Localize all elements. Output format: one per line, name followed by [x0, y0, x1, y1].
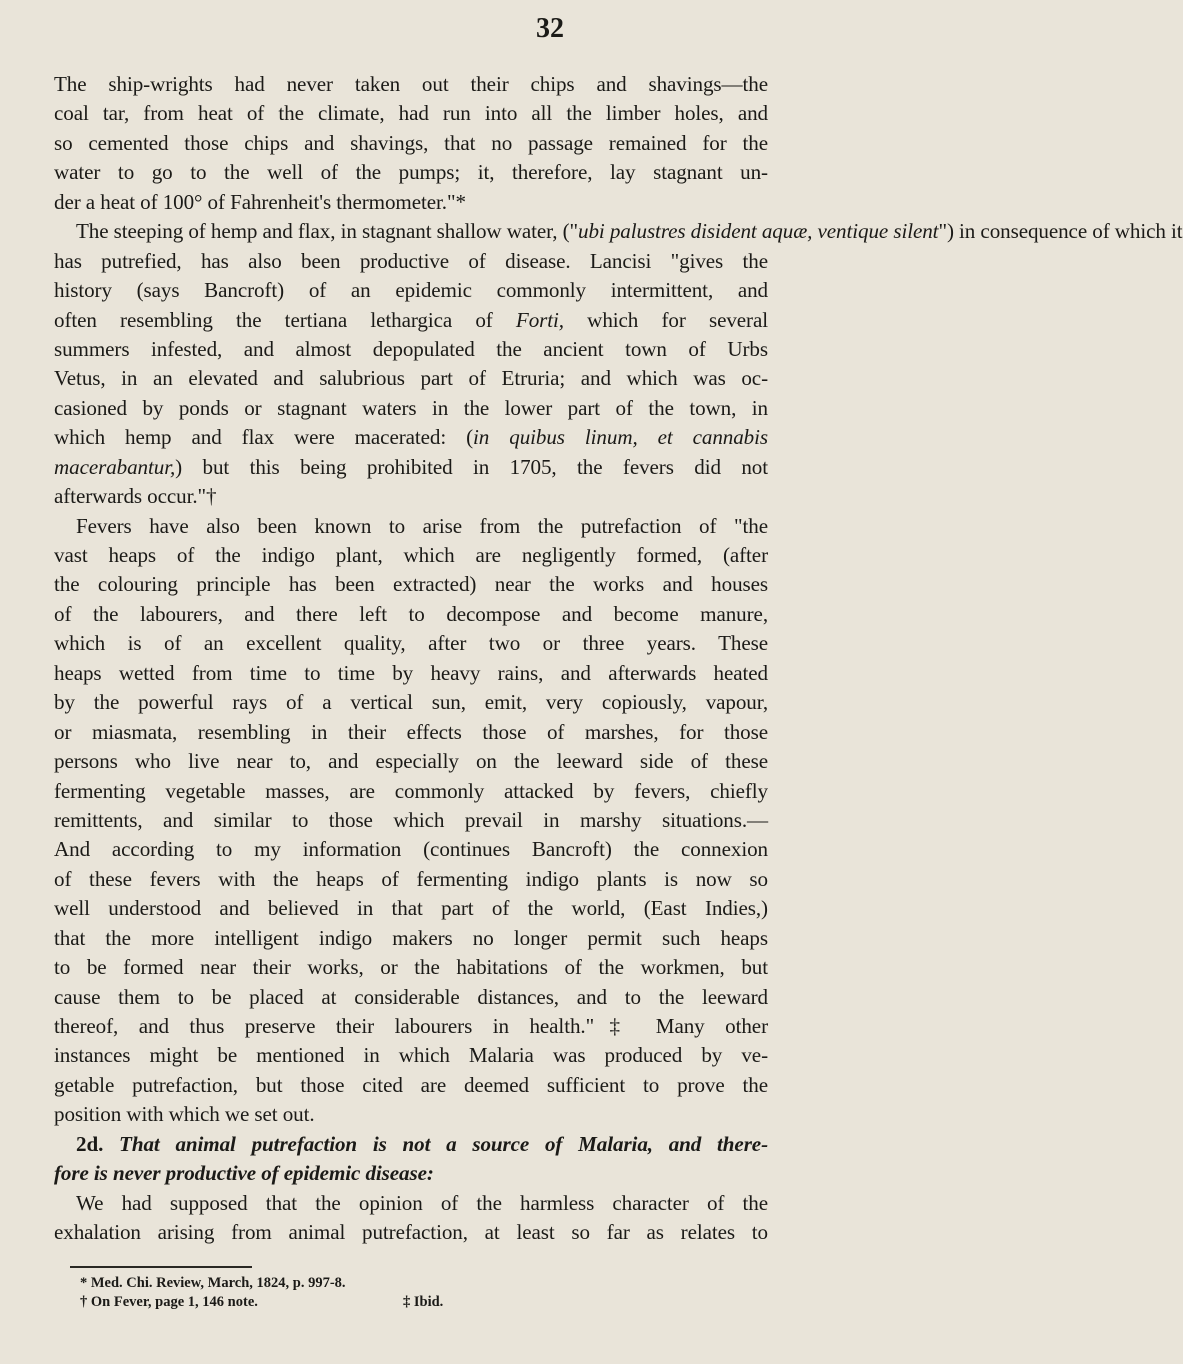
body-text — [54, 70, 1183, 1248]
text-line: to be formed near their works, or the habitations of the workmen, but — [54, 955, 768, 980]
text-line: thereof, and thus preserve their labourers in health."‡ Many other — [54, 1014, 768, 1038]
text-line: well understood and believed in that part of the world, (East Indies,) — [54, 896, 768, 921]
text-line: which hemp and flax were macerated: (in quibus linum, et cannabis — [54, 425, 768, 450]
text-line: water to go to the well of the pumps; it, therefore, lay stagnant un- — [54, 160, 768, 185]
text-line: often resembling the tertiana lethargica of Forti, which for several — [54, 307, 768, 332]
footnotes — [80, 1274, 700, 1312]
text-line: vast heaps of the indigo plant, which are negligently formed, (after — [54, 543, 768, 567]
footnote-2: † On Fever, page 1, 146 note. — [80, 1294, 258, 1310]
text-line: cause them to be placed at considerable distances, and to the leeward — [54, 984, 768, 1009]
text-line: getable putrefaction, but those cited are deemed sufficient to prove the — [54, 1072, 768, 1097]
footnote-1: * Med. Chi. Review, March, 1824, p. 997-8. — [80, 1275, 346, 1291]
text-line: heaps wetted from time to time by heavy rains, and afterwards heated — [54, 660, 768, 685]
text-line: Fevers have also been known to arise from the putrefaction of "the — [76, 513, 768, 538]
section-heading: fore is never productive of epidemic disease: — [54, 1161, 434, 1186]
text-line: position with which we set out. — [54, 1102, 315, 1127]
page-number: 32 — [536, 13, 564, 44]
footnote-divider — [70, 1266, 252, 1268]
text-line: coal tar, from heat of the climate, had run into all the limber holes, and — [54, 101, 768, 126]
text-line: of the labourers, and there left to decompose and become manure, — [54, 601, 768, 626]
text-line: Vetus, in an elevated and salubrious part of Etruria; and which was oc- — [54, 366, 768, 391]
section-heading: 2d. That animal putrefaction is not a source of Malaria, and there- — [76, 1131, 768, 1156]
footnote-3: ‡ Ibid. — [403, 1294, 444, 1310]
text-line: casioned by ponds or stagnant waters in the lower part of the town, in — [54, 395, 768, 420]
text-line: has putrefied, has also been productive of disease. Lancisi "gives the — [54, 248, 768, 273]
text-line: of these fevers with the heaps of fermenting indigo plants is now so — [54, 866, 768, 891]
text-line: instances might be mentioned in which Malaria was produced by ve- — [54, 1043, 768, 1068]
text-line: that the more intelligent indigo makers no longer permit such heaps — [54, 925, 768, 950]
text-line: or miasmata, resembling in their effects those of marshes, for those — [54, 719, 768, 744]
text-line: afterwards occur."† — [54, 484, 217, 509]
text-line: macerabantur,) but this being prohibited in 1705, the fevers did not — [54, 454, 768, 479]
text-line: history (says Bancroft) of an epidemic commonly intermittent, and — [54, 278, 768, 303]
text-line: persons who live near to, and especially on the leeward side of these — [54, 749, 768, 774]
text-line: remittents, and similar to those which prevail in marshy situations.— — [54, 807, 768, 832]
footnote-2-row — [80, 1293, 700, 1312]
text-line: fermenting vegetable masses, are commonly attacked by fevers, chiefly — [54, 778, 768, 803]
text-line: And according to my information (continues Bancroft) the connexion — [54, 837, 768, 862]
text-line: We had supposed that the opinion of the harmless character of the — [76, 1190, 768, 1215]
text-line: the colouring principle has been extracted) near the works and houses — [54, 572, 768, 597]
text-line: der a heat of 100° of Fahrenheit's thermometer."* — [54, 189, 466, 214]
text-line: The steeping of hemp and flax, in stagnant shallow water, ("ubi palustres disident aquæ, ventique silent") in consequence of which it — [76, 219, 1183, 244]
text-line: by the powerful rays of a vertical sun, emit, very copiously, vapour, — [54, 690, 768, 715]
text-line: summers infested, and almost depopulated the ancient town of Urbs — [54, 336, 768, 361]
text-line: exhalation arising from animal putrefaction, at least so far as relates to — [54, 1220, 768, 1245]
text-line: so cemented those chips and shavings, that no passage remained for the — [54, 130, 768, 155]
text-line: The ship-wrights had never taken out their chips and shavings—the — [54, 72, 768, 96]
text-line: which is of an excellent quality, after two or three years. These — [54, 631, 768, 656]
